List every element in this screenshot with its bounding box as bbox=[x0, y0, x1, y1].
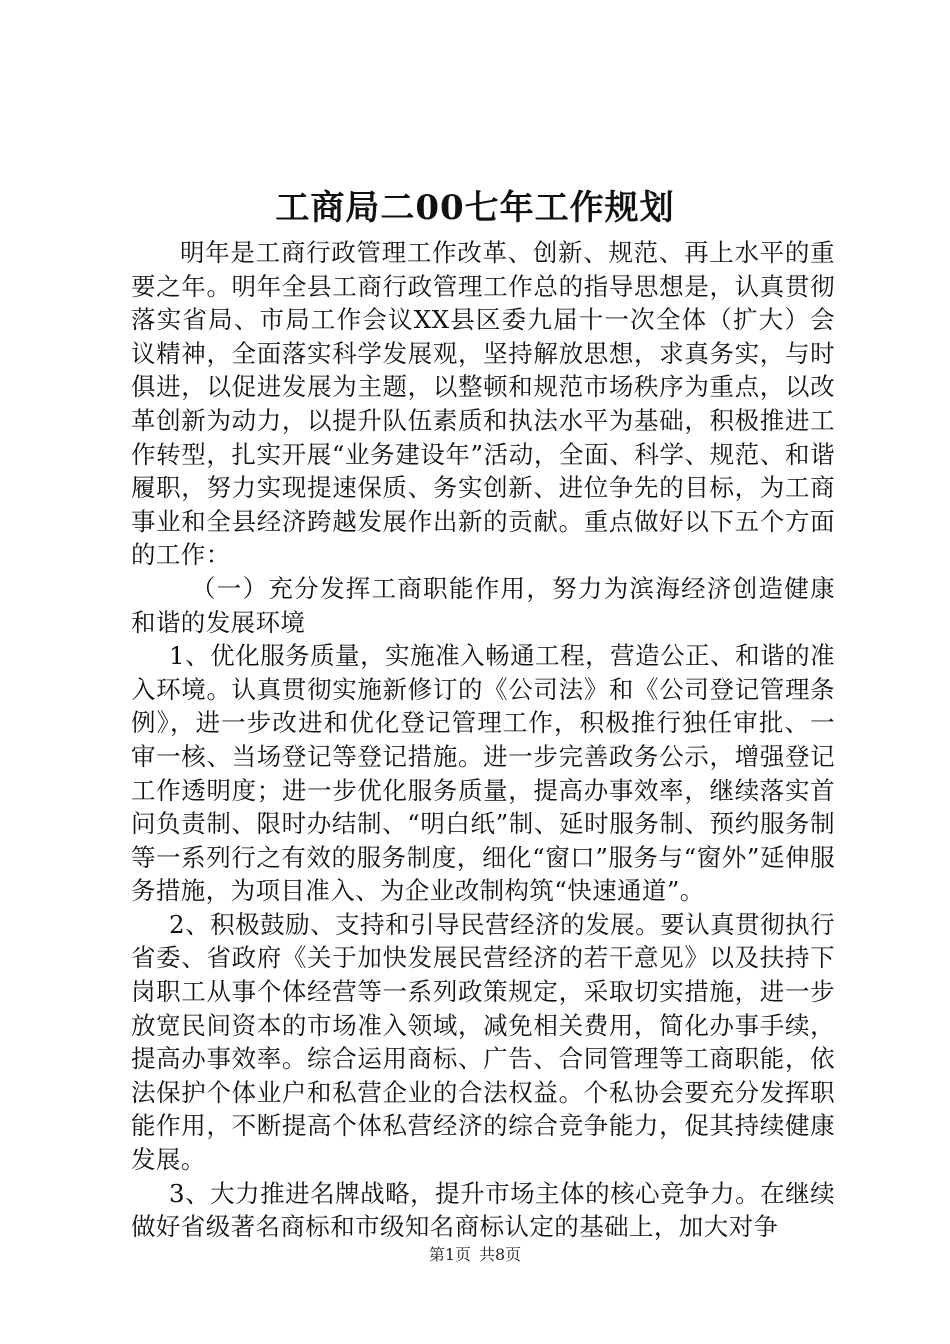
section-heading: （一）充分发挥工商职能作用，努力为滨海经济创造健康和谐的发展环境 bbox=[131, 573, 835, 637]
intro-paragraph: 明年是工商行政管理工作改革、创新、规范、再上水平的重要之年。明年全县工商行政管理工作总的指导思想是，认真贯彻落实省局、市局工作会议XX县区委九届十一次全体（扩大）会议精神，全面落实科学发展观，坚持解放思想，求真务实，与时俱进，以促进发展为主题，以整顿和规范市场秩序为重点，以改革创新为动力，以提升队伍素质和执法水平为基础，积极推进工作转型，扎实开展“业务建设年”活动，全面、科学、规范、和谐履职，努力实现提速保质、务实创新、进位争先的目标，为工商事业和全县经济跨越发展作出新的贡献。重点做好以下五个方面的工作： bbox=[131, 238, 835, 570]
item-paragraph-3: 3、大力推进名牌战略，提升市场主体的核心竞争力。在继续做好省级著名商标和市级知名商标认定的基础上，加大对争 bbox=[131, 1178, 835, 1242]
page-total: 共8页 bbox=[479, 1245, 522, 1264]
item-paragraph-2: 2、积极鼓励、支持和引导民营经济的发展。要认真贯彻执行省委、省政府《关于加快发展民营经济的若干意见》以及扶持下岗职工从事个体经营等一系列政策规定，采取切实措施，进一步放宽民间资本的市场准入领域，减免相关费用，简化办事手续，提高办事效率。综合运用商标、广告、合同管理等工商职能，依法保护个体业户和私营企业的合法权益。个私协会要充分发挥职能作用，不断提高个体私营经济的综合竞争能力，促其持续健康发展。 bbox=[131, 909, 835, 1175]
document-title: 工商局二00七年工作规划 bbox=[275, 188, 675, 228]
item-paragraph-1: 1、优化服务质量，实施准入畅通工程，营造公正、和谐的准入环境。认真贯彻实施新修订的《公司法》和《公司登记管理条例》，进一步改进和优化登记管理工作，积极推行独任审批、一审一核、当场登记等登记措施。进一步完善政务公示，增强登记工作透明度；进一步优化服务质量，提高办事效率，继续落实首问负责制、限时办结制、“明白纸”制、延时服务制、预约服务制等一系列行之有效的服务制度，细化“窗口”服务与“窗外”延伸服务措施，为项目准入、为企业改制构筑“快速通道”。 bbox=[131, 641, 835, 906]
page-footer bbox=[0, 1244, 950, 1266]
document-body bbox=[131, 236, 835, 1244]
page-number: 第1页 bbox=[428, 1245, 471, 1264]
